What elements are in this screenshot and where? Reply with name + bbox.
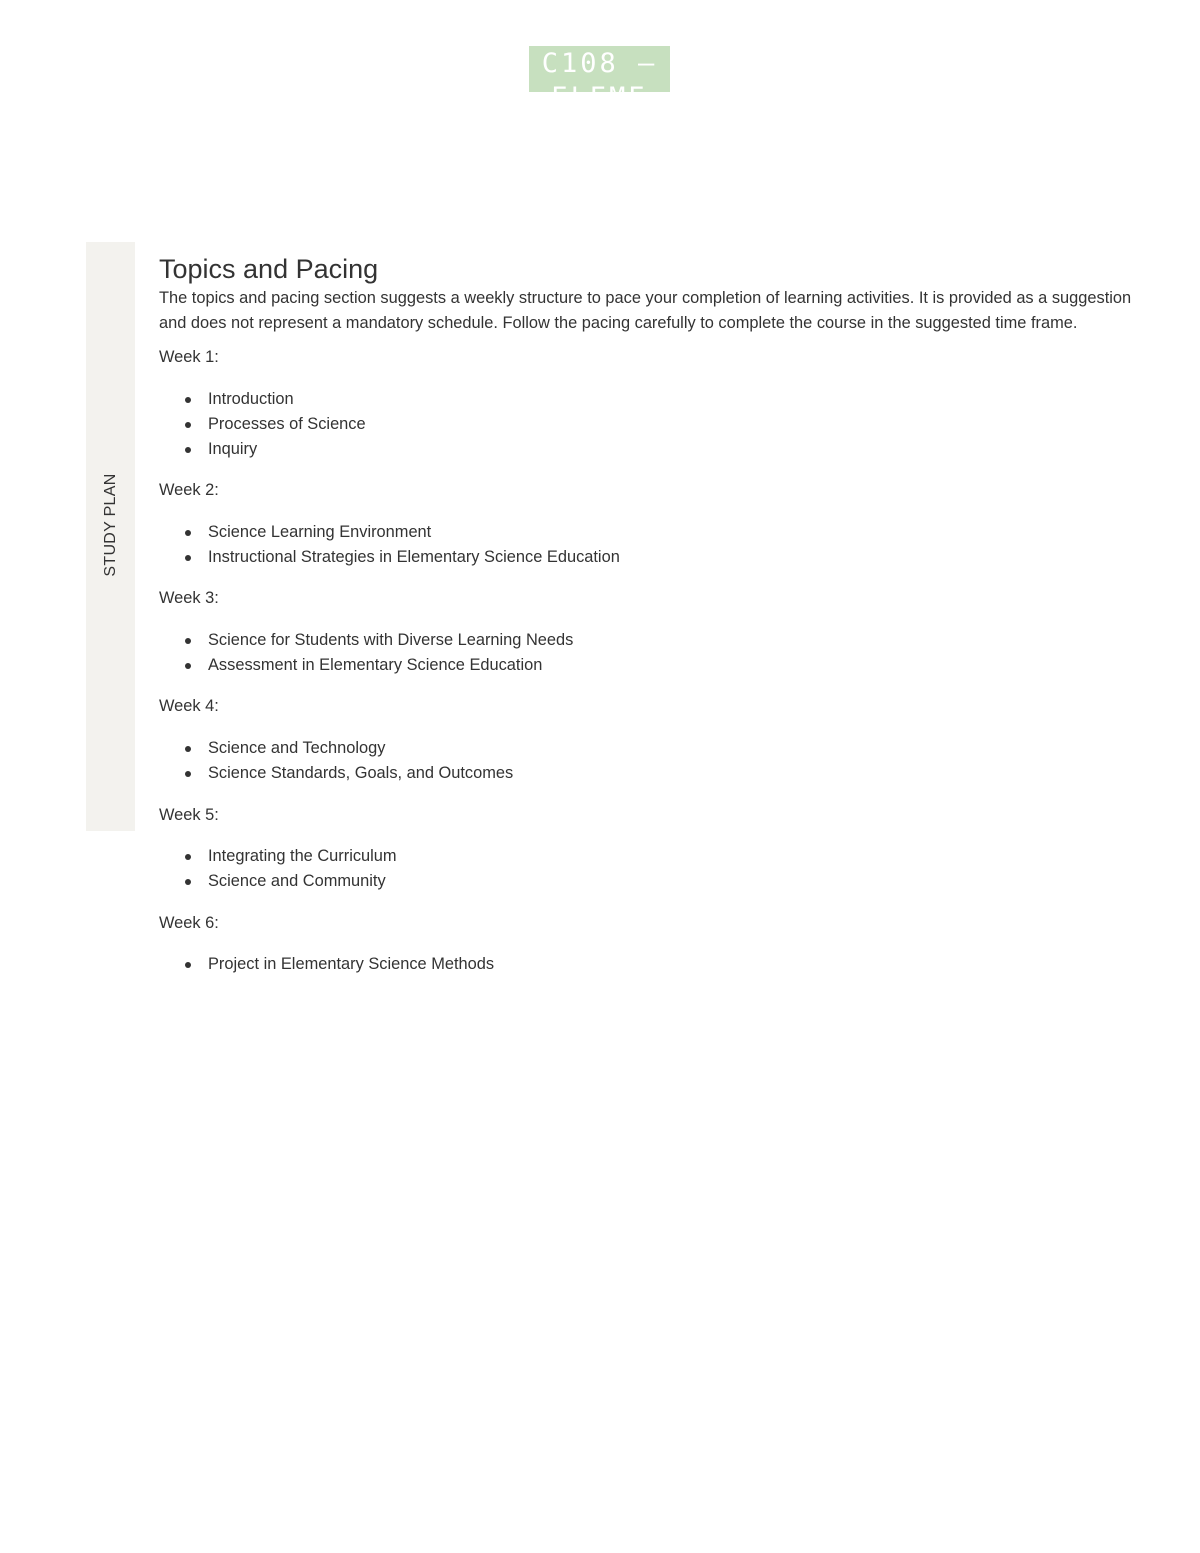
week-heading: Week 1: — [159, 348, 219, 367]
week-heading: Week 4: — [159, 697, 219, 716]
week-4-block — [159, 694, 1134, 785]
list-item: Science Standards, Goals, and Outcomes — [159, 761, 1134, 786]
list-item: Science Learning Environment — [159, 520, 1134, 545]
study-plan-side-tab — [86, 242, 135, 831]
week-6-topic-list — [159, 952, 1134, 977]
list-item: Science and Community — [159, 869, 1134, 894]
list-item: Introduction — [159, 387, 1134, 412]
topics-and-pacing-section — [159, 252, 1134, 977]
week-4-topic-list — [159, 736, 1134, 785]
list-item: Science and Technology — [159, 736, 1134, 761]
week-heading: Week 5: — [159, 805, 219, 824]
section-intro: The topics and pacing section suggests a weekly structure to pace your completion of learning activities. It is provided as a suggestion and does not represent a mandatory schedule. Follow the pacing carefully to complete the course in the suggested time frame. — [159, 289, 1132, 332]
section-title: Topics and Pacing — [159, 254, 379, 284]
week-1-block — [159, 345, 1134, 461]
study-plan-label: STUDY PLAN — [101, 473, 119, 577]
course-code-badge: C108 – ELEME — [529, 46, 670, 92]
week-6-block — [159, 911, 1134, 977]
list-item: Science for Students with Diverse Learning Needs — [159, 628, 1134, 653]
week-heading: Week 6: — [159, 913, 219, 932]
list-item: Project in Elementary Science Methods — [159, 952, 1134, 977]
list-item: Processes of Science — [159, 412, 1134, 437]
week-3-topic-list — [159, 628, 1134, 677]
week-heading: Week 3: — [159, 589, 219, 608]
week-3-block — [159, 586, 1134, 677]
week-2-block — [159, 478, 1134, 569]
list-item: Inquiry — [159, 437, 1134, 462]
week-2-topic-list — [159, 520, 1134, 569]
week-heading: Week 2: — [159, 481, 219, 500]
list-item: Assessment in Elementary Science Education — [159, 653, 1134, 678]
list-item: Integrating the Curriculum — [159, 844, 1134, 869]
week-5-topic-list — [159, 844, 1134, 893]
week-5-block — [159, 803, 1134, 894]
week-1-topic-list — [159, 387, 1134, 461]
list-item: Instructional Strategies in Elementary Science Education — [159, 545, 1134, 570]
